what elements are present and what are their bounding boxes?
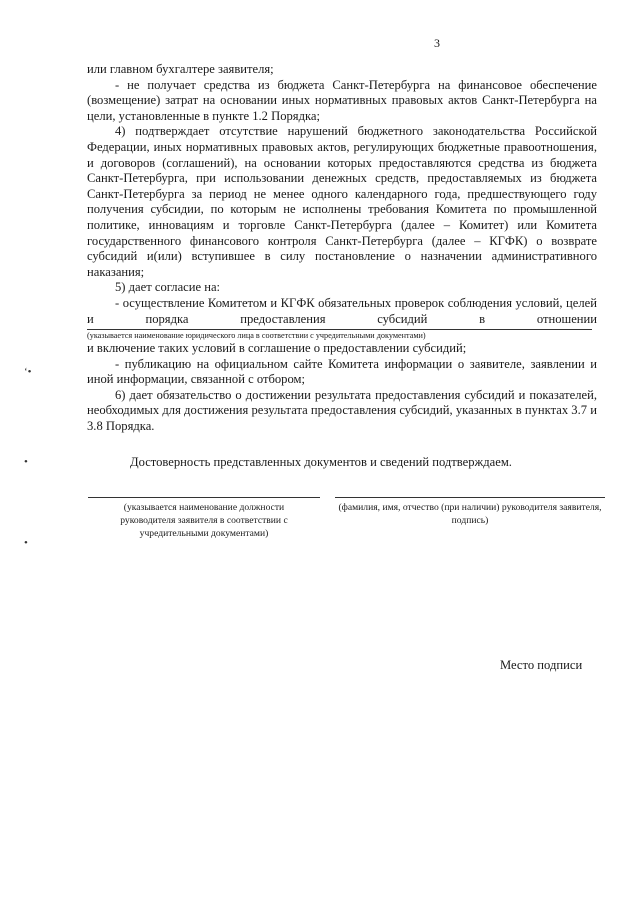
position-caption: (указывается наименование должности руководителя заявителя в соответствии с учредительными документами) [120,502,288,539]
name-caption: (фамилия, имя, отчество (при наличии) руководителя заявителя, подпись) [338,502,602,526]
scan-mark-icon: ‘• [24,366,32,378]
position-signature-line [88,497,320,498]
paragraph-2: - не получает средства из бюджета Санкт-Петербурга на финансовое обеспечение (возмещение) затрат на основании иных нормативных правовых актов Санкт-Петербурга на цели, установленные в пункте 1.2 Порядка; [87,77,597,123]
paragraph-4: 5) дает согласие на: [115,280,221,295]
entity-name-hint: (указывается наименование юридического лица в соответствии с учредительными документами) [87,331,426,341]
page-number: 3 [434,36,440,50]
paragraph-1: или главном бухгалтере заявителя; [87,62,274,76]
document-body [87,62,597,435]
paragraph-5: - осуществление Комитетом и КГФК обязательных проверок соблюдения условий, целей и порядка предоставления субсидий в отношении [87,295,597,326]
sign-place-label: Место подписи [500,658,583,672]
name-signature-line [335,497,605,498]
paragraph-8: 6) дает обязательство о достижении результата предоставления субсидий и показателей, необходимых для достижения результата предоставления субсидий, указанных в пунктах 3.7 и 3.8 Порядка. [87,387,597,434]
scan-mark-icon: • [24,456,28,468]
paragraph-6: и включение таких условий в соглашение о предоставлении субсидий; [87,341,467,356]
scan-mark-icon: • [24,537,28,549]
paragraph-7: - публикацию на официальном сайте Комитета информации о заявителе, заявлении и иной информации, связанной с отбором; [87,356,597,387]
confirmation-statement: Достоверность представленных документов и сведений подтверждаем. [130,455,512,469]
paragraph-3: 4) подтверждает отсутствие нарушений бюджетного законодательства Российской Федерации, иных нормативных правовых актов, регулирующих бюджетные правоотношения, и договоров (соглашений), на основании которых предоставляются средства из бюджета Санкт-Петербурга, при использовании денежных средств, предоставляемых из бюджета Санкт-Петербурга за период не менее одного календарного года, предшествующего году получения субсидии, по которым не исполнены требования Комитета по промышленной политике, инновациям и торговле Санкт-Петербурга (далее – Комитет) или Комитета государственного финансового контроля Санкт-Петербурга (далее – КГФК) о возврате субсидий и(или) вступившее в силу постановление о назначении административного наказания; [87,124,597,279]
